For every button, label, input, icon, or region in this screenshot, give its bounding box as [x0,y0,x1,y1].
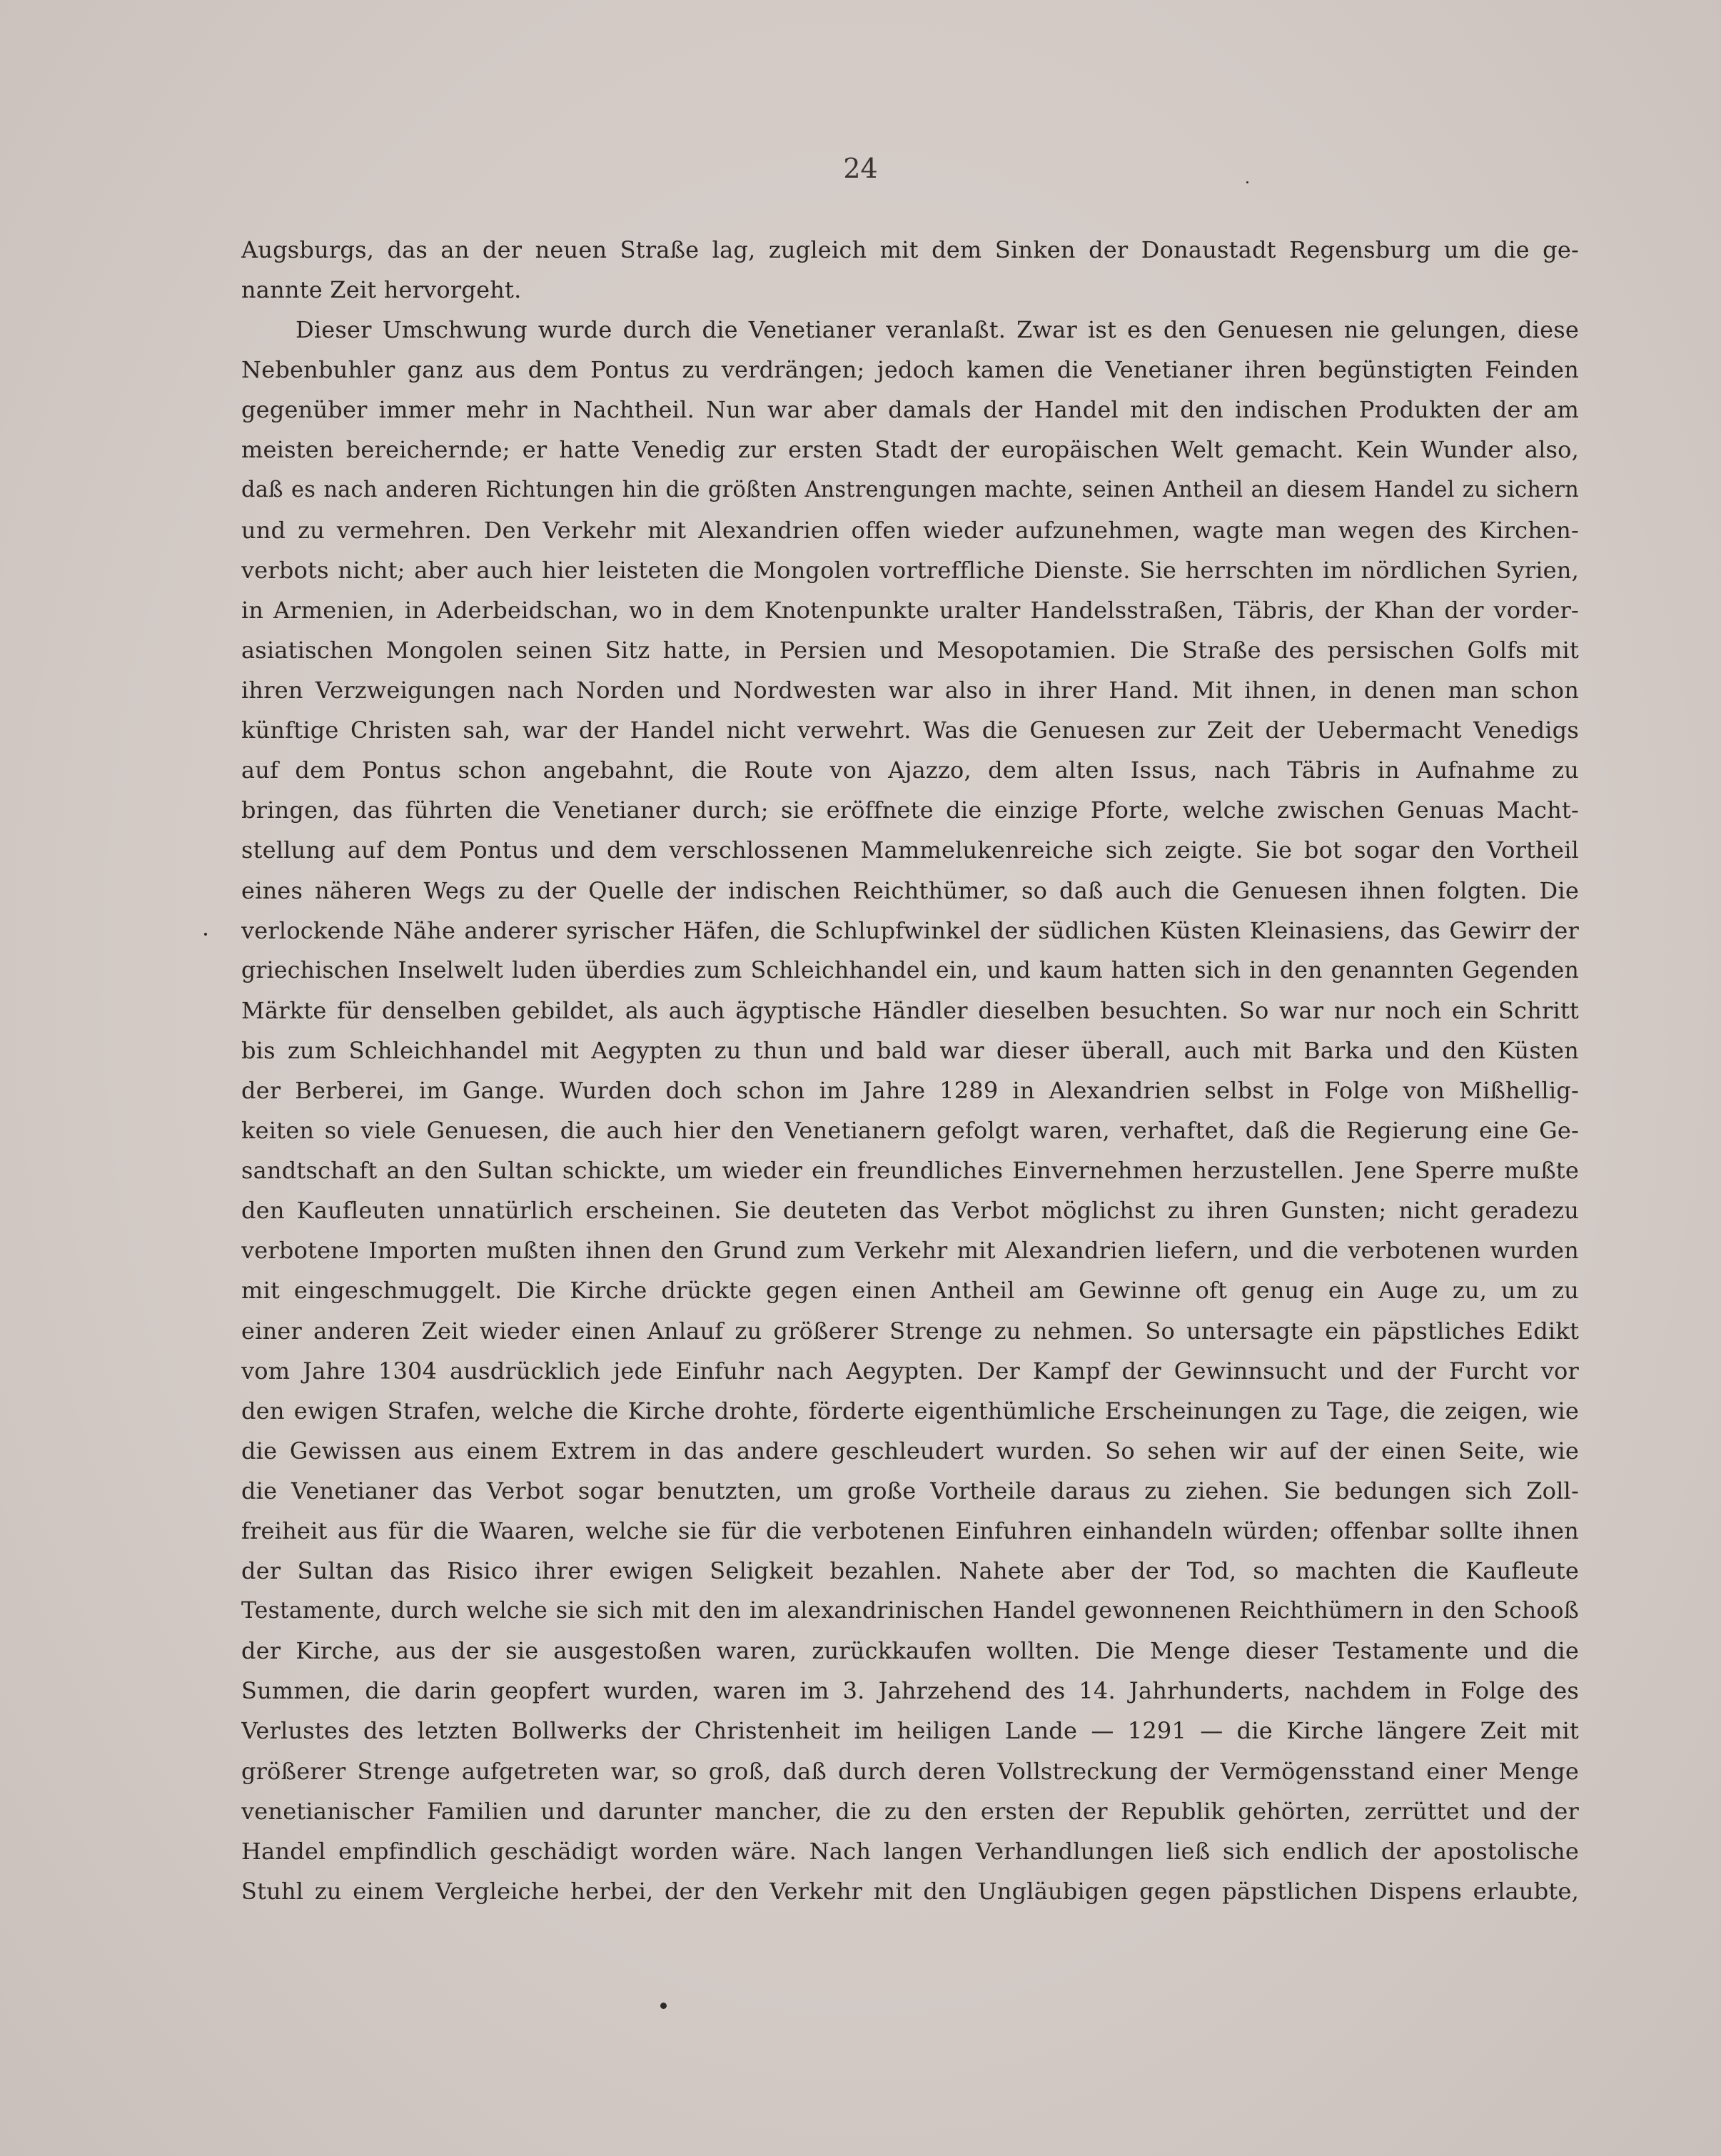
ink-speck [204,933,207,936]
text-line: auf dem Pontus schon angebahnt, die Route von Ajazzo, dem alten Issus, nach Täbris in Aufnahme zu [241,756,1579,784]
text-line: gegenüber immer mehr in Nachtheil. Nun war aber damals der Handel mit den indischen Produkten der am [241,396,1579,424]
text-line: venetianischer Familien und darunter mancher, die zu den ersten der Republik gehörten, zerrüttet und der [241,1797,1579,1825]
text-line: griechischen Inselwelt luden überdies zum Schleichhandel ein, und kaum hatten sich in den genannten Gegenden [241,957,1579,983]
text-line: Verlustes des letzten Bollwerks der Christenheit im heiligen Lande — 1291 — die Kirche längere Zeit mit [241,1717,1579,1745]
text-line: die Venetianer das Verbot sogar benutzten, um große Vortheile daraus zu ziehen. Sie bedungen sich Zoll- [241,1477,1579,1504]
text-line: stellung auf dem Pontus und dem verschlossenen Mammelukenreiche sich zeigte. Sie bot sogar den Vortheil [241,836,1579,864]
text-line: sandtschaft an den Sultan schickte, um wieder ein freundliches Einvernehmen herzustellen. Jene Sperre mußte [241,1157,1579,1185]
text-line: ihren Verzweigungen nach Norden und Nordwesten war also in ihrer Hand. Mit ihnen, in denen man schon [241,677,1579,704]
text-line: Augsburgs, das an der neuen Straße lag, zugleich mit dem Sinken der Donaustadt Regensburg um die ge- [241,236,1579,263]
text-line: größerer Strenge aufgetreten war, so groß, daß durch deren Vollstreckung der Vermögensstand einer Menge [241,1757,1579,1785]
text-line: Märkte für denselben gebildet, als auch ägyptische Händler dieselben besuchten. So war nur noch ein Schritt [241,996,1579,1024]
text-line: Dieser Umschwung wurde durch die Venetianer veranlaßt. Zwar ist es den Genuesen nie gelungen, diese [296,316,1579,344]
text-line: Stuhl zu einem Vergleiche herbei, der den Verkehr mit den Ungläubigen gegen päpstlichen Dispens erlaubte, [241,1877,1579,1905]
text-line: nannte Zeit hervorgeht. [241,276,522,304]
body-text [241,230,1579,1911]
text-line: eines näheren Wegs zu der Quelle der indischen Reichthümer, so daß auch die Genuesen ihnen folgten. Die [241,876,1579,904]
text-line: freiheit aus für die Waaren, welche sie für die verbotenen Einfuhren einhandeln würden; offenbar sollte ihnen [241,1517,1579,1544]
text-line: Summen, die darin geopfert wurden, waren im 3. Jahrzehend des 14. Jahrhunderts, nachdem in Folge des [241,1677,1579,1705]
text-line: mit eingeschmuggelt. Die Kirche drückte gegen einen Antheil am Gewinne oft genug ein Auge zu, um zu [241,1277,1579,1305]
text-line: keiten so viele Genuesen, die auch hier den Venetianern gefolgt waren, verhaftet, daß die Regierung eine Ge- [241,1117,1579,1145]
text-line: bringen, das führten die Venetianer durch; sie eröffnete die einzige Pforte, welche zwischen Genuas Macht- [241,796,1579,824]
text-line: und zu vermehren. Den Verkehr mit Alexandrien offen wieder aufzunehmen, wagte man wegen des Kirchen- [241,516,1579,544]
text-line: asiatischen Mongolen seinen Sitz hatte, in Persien und Mesopotamien. Die Straße des persischen Golfs mit [241,636,1579,664]
text-line: Handel empfindlich geschädigt worden wäre. Nach langen Verhandlungen ließ sich endlich der apostolische [241,1837,1579,1865]
page-number: 24 [843,153,878,184]
text-line: die Gewissen aus einem Extrem in das andere geschleudert wurden. So sehen wir auf der einen Seite, wie [241,1437,1579,1464]
text-line: vom Jahre 1304 ausdrücklich jede Einfuhr nach Aegypten. Der Kampf der Gewinnsucht und der Furcht vor [241,1357,1579,1385]
text-line: künftige Christen sah, war der Handel nicht verwehrt. Was die Genuesen zur Zeit der Uebermacht Venedigs [241,717,1579,744]
text-line: verbotene Importen mußten ihnen den Grund zum Verkehr mit Alexandrien liefern, und die verbotenen wurden [241,1237,1579,1265]
text-line: verbots nicht; aber auch hier leisteten die Mongolen vortreffliche Dienste. Sie herrschten im nördlichen Syrien, [241,556,1579,584]
text-line: verlockende Nähe anderer syrischer Häfen, die Schlupfwinkel der südlichen Küsten Kleinasiens, das Gewirr der [241,916,1579,944]
text-line: den Kaufleuten unnatürlich erscheinen. Sie deuteten das Verbot möglichst zu ihren Gunsten; nicht geradezu [241,1197,1579,1225]
text-line: daß es nach anderen Richtungen hin die größten Anstrengungen machte, seinen Antheil an diesem Handel zu sichern [241,477,1579,502]
text-line: der Kirche, aus der sie ausgestoßen waren, zurückkaufen wollten. Die Menge dieser Testamente und die [241,1637,1579,1665]
text-line: den ewigen Strafen, welche die Kirche drohte, förderte eigenthümliche Erscheinungen zu Tage, die zeigen, wie [241,1397,1579,1424]
text-line: bis zum Schleichhandel mit Aegypten zu thun und bald war dieser überall, auch mit Barka und den Küsten [241,1036,1579,1064]
ink-speck [1246,181,1248,183]
text-line: meisten bereichernde; er hatte Venedig zur ersten Stadt der europäischen Welt gemacht. Kein Wunder also, [241,436,1579,464]
text-line: der Sultan das Risico ihrer ewigen Seligkeit bezahlen. Nahete aber der Tod, so machten die Kaufleute [241,1557,1579,1585]
text-line: der Berberei, im Gange. Wurden doch schon im Jahre 1289 in Alexandrien selbst in Folge von Mißhellig- [241,1076,1579,1104]
text-line: Testamente, durch welche sie sich mit den im alexandrinischen Handel gewonnenen Reichthümern in den Schooß [241,1598,1579,1624]
ink-speck [660,2003,667,2009]
text-line: in Armenien, in Aderbeidschan, wo in dem Knotenpunkte uralter Handelsstraßen, Täbris, der Khan der vorder- [241,596,1579,624]
text-line: einer anderen Zeit wieder einen Anlauf zu größerer Strenge zu nehmen. So untersagte ein päpstliches Edikt [241,1317,1579,1345]
text-line: Nebenbuhler ganz aus dem Pontus zu verdrängen; jedoch kamen die Venetianer ihren begünstigten Feinden [241,356,1579,384]
